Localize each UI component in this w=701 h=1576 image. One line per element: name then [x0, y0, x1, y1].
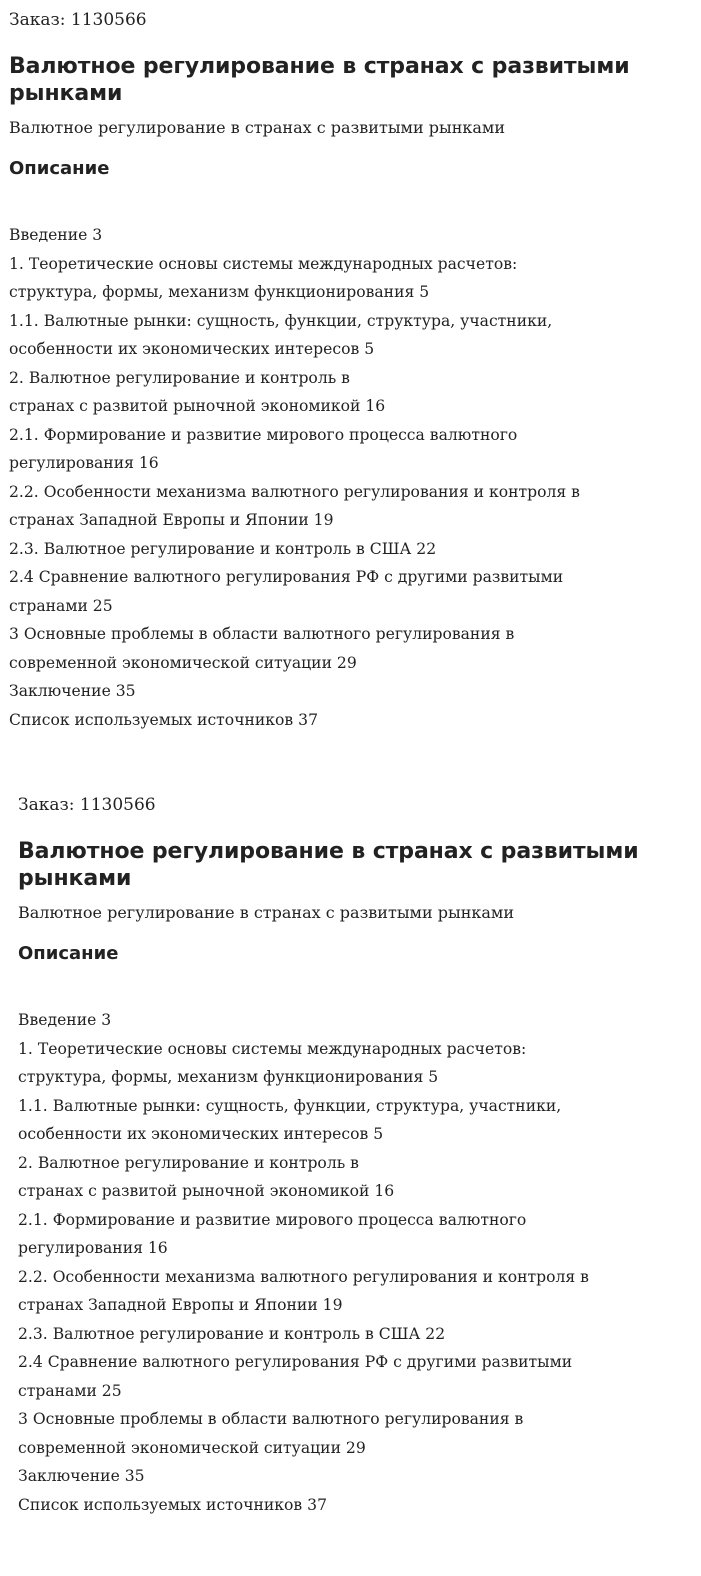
toc-line: Список используемых источников 37 — [9, 710, 318, 729]
toc-line: 1. Теоретические основы системы международных расчетов: — [18, 1039, 527, 1058]
toc-line: Заключение 35 — [9, 682, 136, 700]
toc-line: современной экономической ситуации 29 — [9, 653, 357, 672]
page-title — [18, 838, 695, 892]
description-heading: Описание — [18, 943, 119, 964]
toc-line: Введение 3 — [18, 1011, 112, 1029]
toc-line: Список используемых источников 37 — [18, 1495, 327, 1514]
description-heading: Описание — [9, 158, 110, 179]
toc-line: 3 Основные проблемы в области валютного регулирования в — [9, 625, 515, 643]
toc-line: структура, формы, механизм функционирования 5 — [9, 283, 430, 301]
toc-line: особенности их экономических интересов 5 — [9, 340, 375, 358]
page-title-line-2: рынками — [18, 866, 132, 891]
subtitle: Валютное регулирование в странах с развитыми рынками — [18, 903, 515, 922]
toc-line: 1. Теоретические основы системы международных расчетов: — [9, 254, 518, 273]
order-number: Заказ: 1130566 — [9, 10, 147, 30]
table-of-contents — [9, 221, 695, 734]
toc-line: странами 25 — [9, 596, 113, 615]
toc-line: регулирования 16 — [18, 1239, 168, 1257]
toc-line: 3 Основные проблемы в области валютного регулирования в — [18, 1410, 524, 1428]
toc-line: Заключение 35 — [18, 1467, 145, 1485]
toc-line: 2. Валютное регулирование и контроль в — [18, 1153, 359, 1172]
toc-line: странах с развитой рыночной экономикой 16 — [18, 1182, 395, 1200]
toc-line: 2.3. Валютное регулирование и контроль в США 22 — [18, 1324, 446, 1343]
document-block-2 — [0, 785, 701, 1519]
toc-line: структура, формы, механизм функционирования 5 — [18, 1068, 439, 1086]
toc-line: 2.4 Сравнение валютного регулирования РФ с другими развитыми — [18, 1353, 573, 1371]
page-title-line-1: Валютное регулирование в странах с развитыми — [18, 839, 639, 864]
subtitle: Валютное регулирование в странах с развитыми рынками — [9, 118, 506, 137]
toc-line: странах Западной Европы и Японии 19 — [18, 1296, 343, 1314]
toc-line: странами 25 — [18, 1381, 122, 1400]
page-title-line-2: рынками — [9, 81, 123, 106]
toc-line: 2.1. Формирование и развитие мирового процесса валютного — [9, 425, 518, 444]
toc-line: 2.2. Особенности механизма валютного регулирования и контроля в — [18, 1267, 589, 1286]
toc-line: 2.1. Формирование и развитие мирового процесса валютного — [18, 1210, 527, 1229]
toc-line: современной экономической ситуации 29 — [18, 1438, 366, 1457]
toc-line: странах Западной Европы и Японии 19 — [9, 511, 334, 529]
toc-line: Введение 3 — [9, 226, 103, 244]
toc-line: 2.4 Сравнение валютного регулирования РФ с другими развитыми — [9, 568, 564, 586]
toc-line: 1.1. Валютные рынки: сущность, функции, структура, участники, — [9, 311, 553, 330]
page-title — [9, 53, 695, 107]
toc-line: 1.1. Валютные рынки: сущность, функции, структура, участники, — [18, 1096, 562, 1115]
toc-line: регулирования 16 — [9, 454, 159, 472]
toc-line: странах с развитой рыночной экономикой 16 — [9, 397, 386, 415]
toc-line: 2. Валютное регулирование и контроль в — [9, 368, 350, 387]
order-number: Заказ: 1130566 — [18, 795, 156, 815]
toc-line: особенности их экономических интересов 5 — [18, 1125, 384, 1143]
toc-line: 2.2. Особенности механизма валютного регулирования и контроля в — [9, 482, 580, 501]
document-block-1 — [0, 0, 701, 734]
page-title-line-1: Валютное регулирование в странах с развитыми — [9, 54, 630, 79]
table-of-contents — [18, 1006, 695, 1519]
toc-line: 2.3. Валютное регулирование и контроль в США 22 — [9, 539, 437, 558]
